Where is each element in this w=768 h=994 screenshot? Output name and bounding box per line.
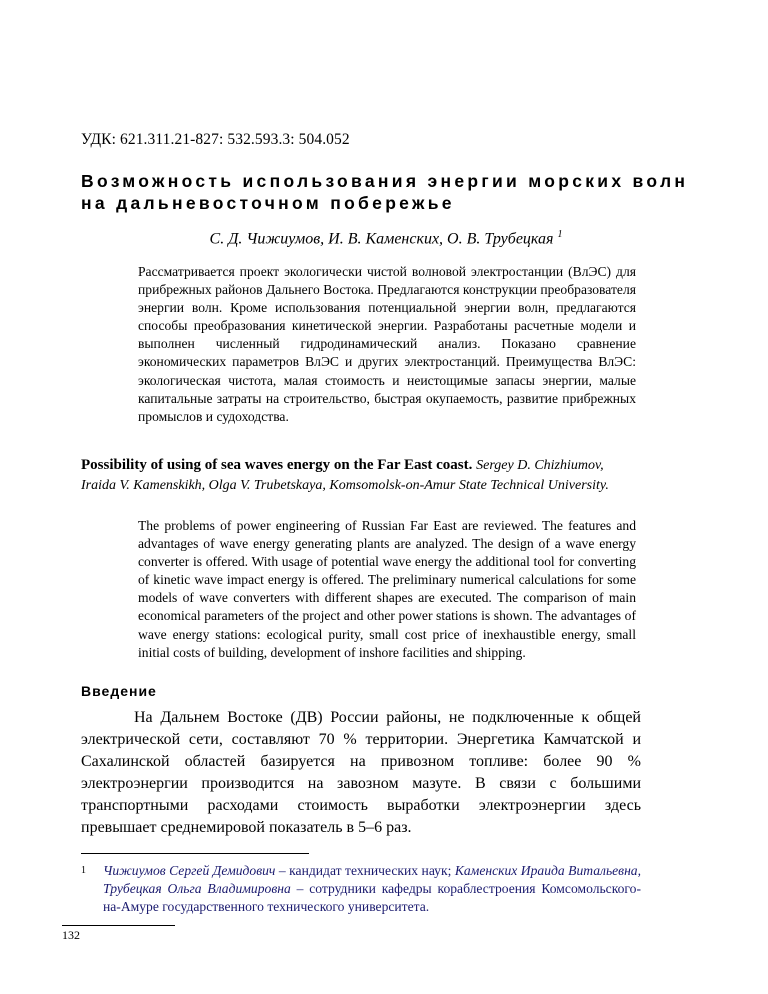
authors-line xyxy=(81,229,691,248)
introduction-paragraph xyxy=(81,707,641,839)
page-number-rule xyxy=(62,925,175,926)
page-number: 132 xyxy=(62,928,80,942)
english-heading xyxy=(81,456,641,495)
authors-names: С. Д. Чижиумов, И. В. Каменских, О. В. Трубецкая xyxy=(209,230,554,248)
udc-code: УДК: 621.311.21-827: 532.593.3: 504.052 xyxy=(81,131,350,148)
abstract-russian: Рассматривается проект экологически чистой волновой электростанции (ВлЭС) для прибрежных районов Дальнего Востока. Предлагаются конструкции преобразователя энергии волн. Кроме использования потенциальной энергии волн, предлагаются способы преобразования кинетической энергии. Разработаны расчетные модели и выполнен численный гидродинамический анализ. Показано сравнение экономических параметров ВлЭС и других электростанций. Преимущества ВлЭС: экологическая чистота, малая стоимость и неистощимые запасы энергии, малые капитальные затраты на строительство, быстрая окупаемость, развитие прибрежных промыслов и судоходства. xyxy=(138,264,636,424)
introduction-text: На Дальнем Востоке (ДВ) России районы, не подключенные к общей электрической сети, составляют 70 % территории. Энергетика Камчатской и Сахалинской областей базируется на привозном топливе: более 90 % электроэнергии производится на завозном мазуте. В связи с большими транспортными расходами стоимость выработки электроэнергии здесь превышает среднемировой показатель в 5–6 раз. xyxy=(81,709,641,836)
authors-footnote-mark: 1 xyxy=(557,229,563,240)
footnote-body xyxy=(81,862,641,917)
footnote-authors-2: Каменских Ираида Витальевна, Трубецкая Ольга Владимировна xyxy=(103,863,642,897)
english-title: Possibility of using of sea waves energy on the Far East coast. xyxy=(81,457,473,473)
footnote-text-2: – сотрудники кафедры кораблестроения Комсомольского-на-Амуре государственного технического университета. xyxy=(103,881,641,915)
abstract-english: The problems of power engineering of Russian Far East are reviewed. The features and advantages of wave energy generating plants are analyzed. The design of a wave energy converter is offered. With usage of potential wave energy the additional tool for converting of kinetic wave impact energy is offered. The preliminary numerical calculations for some models of wave converters with different shapes are executed. The comparison of main economical parameters of the project and other power stations is shown. The advantages of wave energy stations: ecological purity, small cost price of inexhaustible energy, small initial costs of building, development of inshore facilities and shipping. xyxy=(138,518,636,660)
english-authors: Sergey D. Chizhiumov, Iraida V. Kamenskikh, Olga V. Trubetskaya, Komsomolsk-on-Amur State Technical University. xyxy=(81,458,609,493)
footnote-author-1: Чижиумов Сергей Демидович xyxy=(103,863,276,878)
footnote-mark: 1 xyxy=(81,865,86,876)
footnote-separator xyxy=(81,853,309,854)
footnote-text-1: – кандидат технических наук; xyxy=(275,863,455,878)
footnote xyxy=(81,862,641,917)
article-title: Возможность использования энергии морских волн на дальневосточном побережье xyxy=(81,171,689,213)
section-heading-introduction: Введение xyxy=(81,683,157,699)
